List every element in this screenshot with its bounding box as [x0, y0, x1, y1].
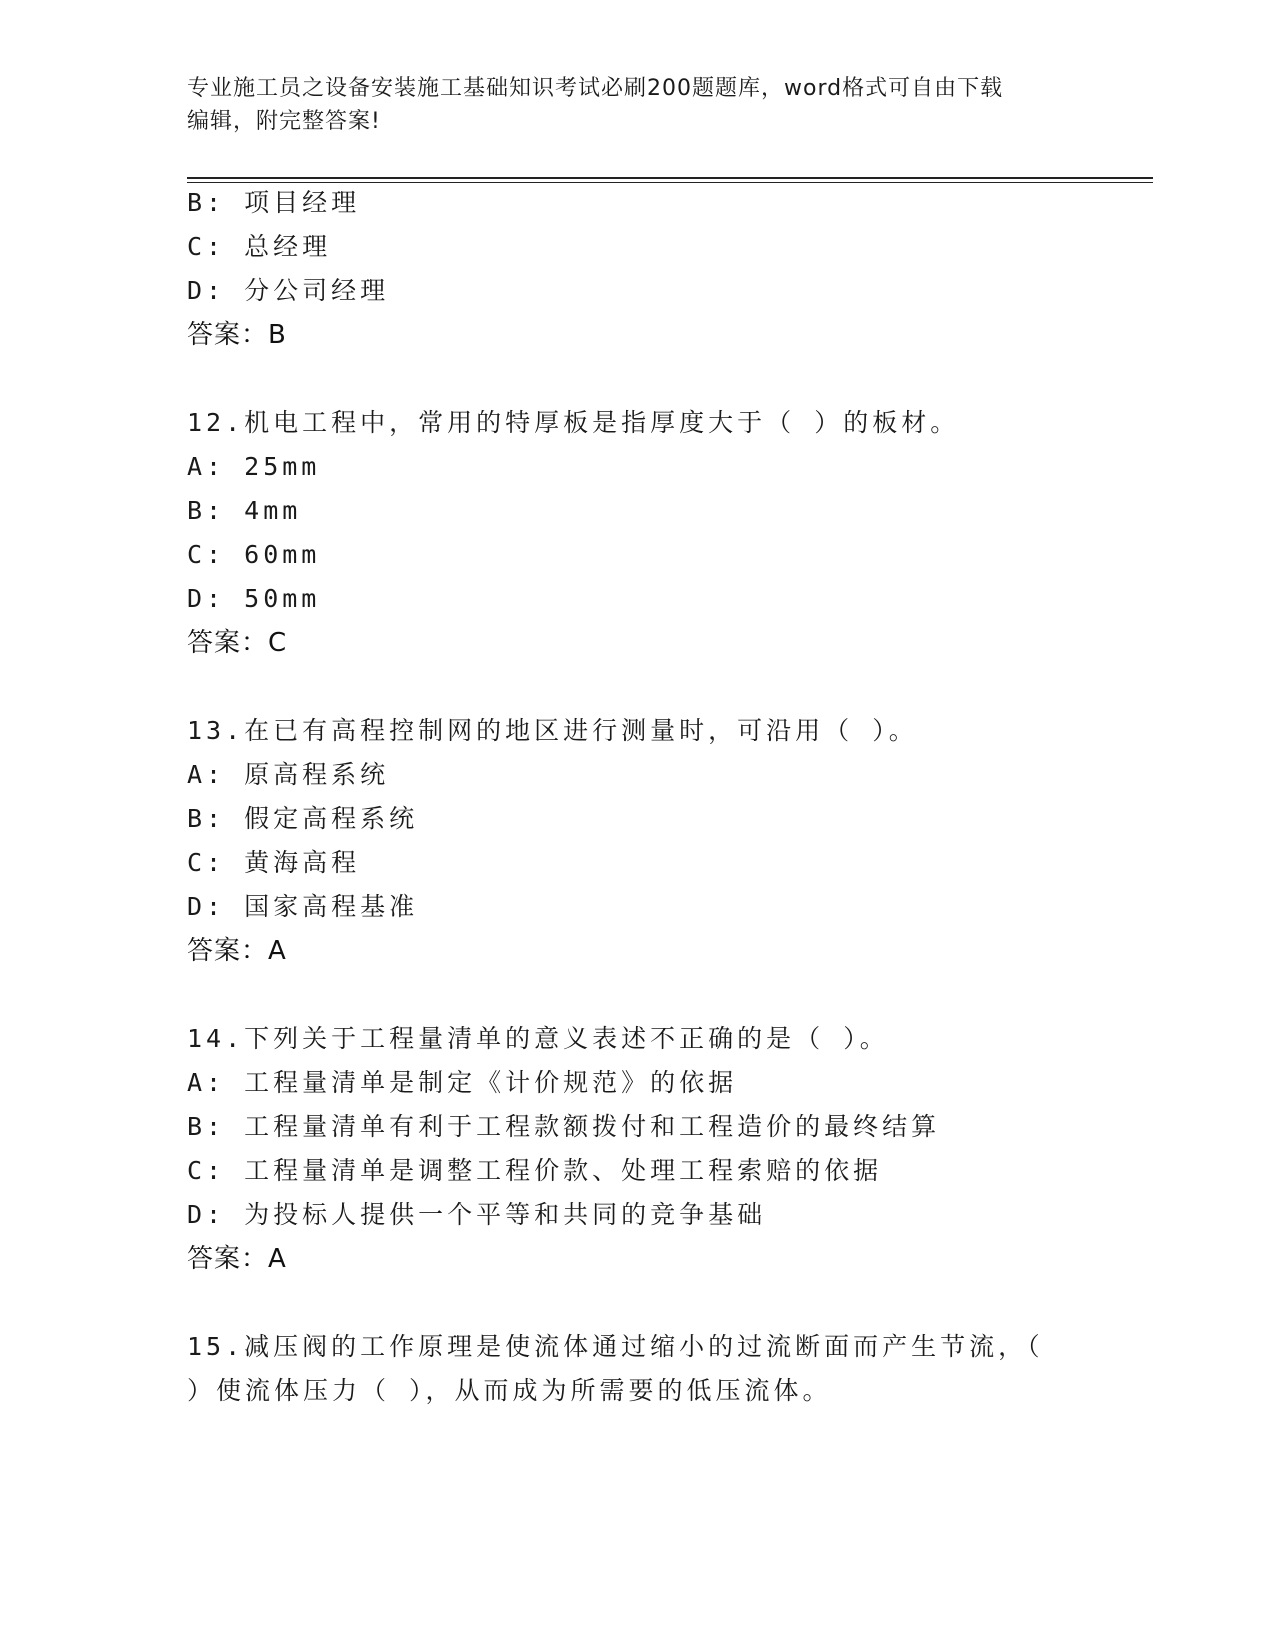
- header-title-line2: 编辑，附完整答案!: [187, 109, 381, 134]
- q14-answer: 答案：A: [187, 1244, 287, 1274]
- header-title-line1: 专业施工员之设备安装施工基础知识考试必刷200题题库，word格式可自由下载: [187, 76, 1004, 101]
- q11-option-c: C: 总经理: [187, 232, 332, 261]
- q13-answer: 答案：A: [187, 936, 287, 966]
- q14-option-a: A: 工程量清单是制定《计价规范》的依据: [187, 1068, 738, 1097]
- q12-option-d: D: 50mm: [187, 584, 321, 613]
- q14-option-d: D: 为投标人提供一个平等和共同的竞争基础: [187, 1200, 767, 1229]
- q12-answer: 答案：C: [187, 628, 288, 658]
- q12-option-a: A: 25mm: [187, 452, 321, 481]
- header-divider-thin: [187, 182, 1153, 183]
- q12-option-b: B: 4mm: [187, 496, 302, 525]
- q11-option-d: D: 分公司经理: [187, 276, 390, 305]
- q15-question-line1: 15.减压阀的工作原理是使流体通过缩小的过流断面而产生节流，（: [187, 1332, 1044, 1361]
- q13-option-d: D: 国家高程基准: [187, 892, 419, 921]
- q12-question: 12.机电工程中，常用的特厚板是指厚度大于（ ）的板材。: [187, 408, 960, 437]
- q13-option-a: A: 原高程系统: [187, 760, 390, 789]
- q11-answer: 答案：B: [187, 320, 287, 350]
- document-header: [187, 72, 1067, 138]
- header-divider-thick: [187, 177, 1153, 179]
- q15-question-line2: ）使流体压力（ ），从而成为所需要的低压流体。: [187, 1376, 832, 1405]
- q13-option-c: C: 黄海高程: [187, 848, 361, 877]
- q14-option-c: C: 工程量清单是调整工程价款、处理工程索赔的依据: [187, 1156, 883, 1185]
- q13-option-b: B: 假定高程系统: [187, 804, 419, 833]
- q12-option-c: C: 60mm: [187, 540, 321, 569]
- q14-option-b: B: 工程量清单有利于工程款额拨付和工程造价的最终结算: [187, 1112, 941, 1141]
- q11-option-b: B: 项目经理: [187, 188, 361, 217]
- q13-question: 13.在已有高程控制网的地区进行测量时，可沿用（ ）。: [187, 716, 918, 745]
- q14-question: 14.下列关于工程量清单的意义表述不正确的是（ ）。: [187, 1024, 889, 1053]
